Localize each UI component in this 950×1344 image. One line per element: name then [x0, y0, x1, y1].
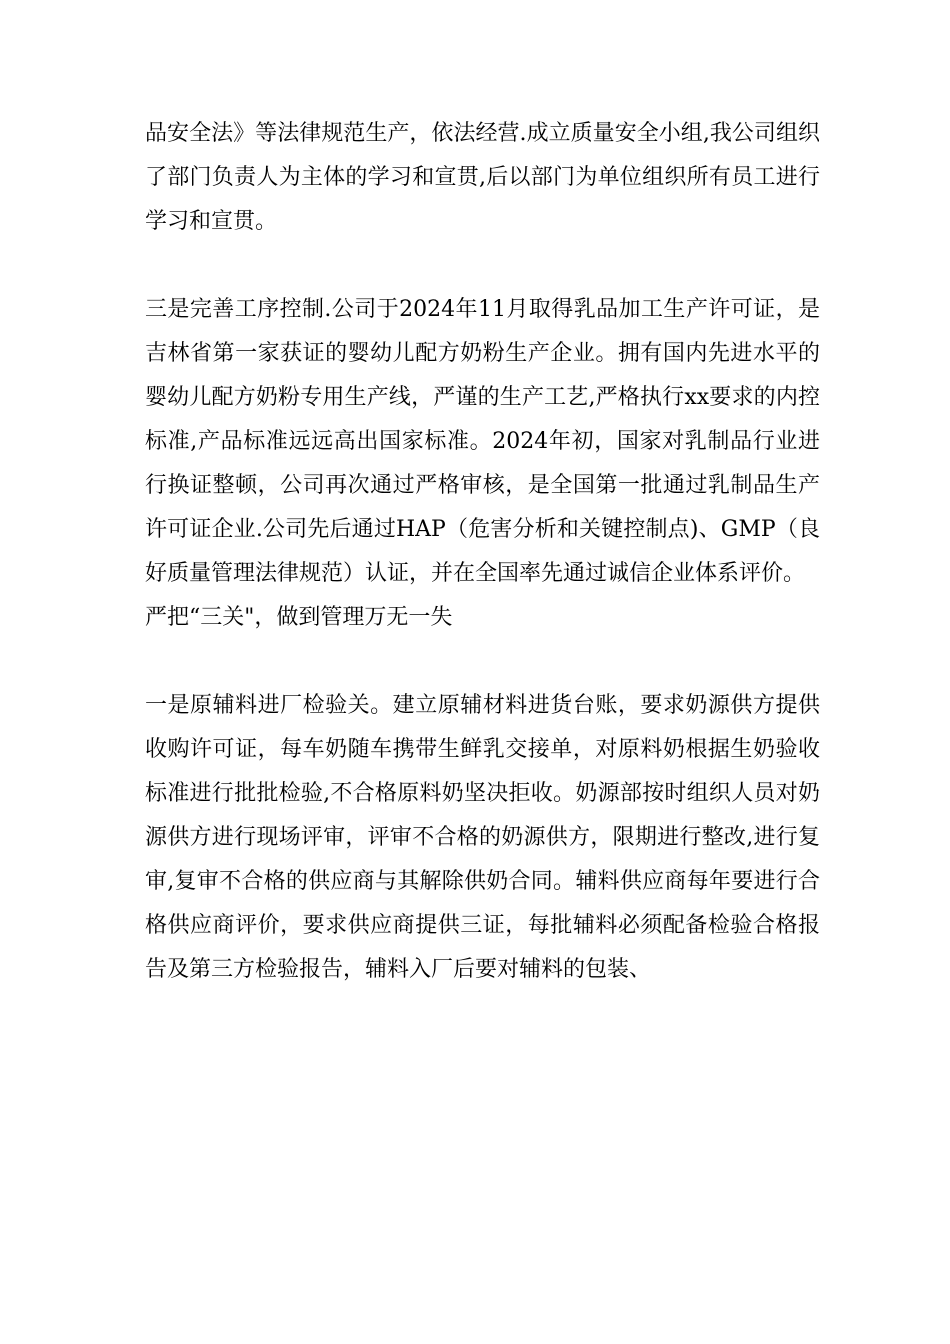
section-heading-three-checks: 严把“三关"，做到管理万无一失	[145, 605, 453, 630]
paragraph-raw-material-inspection: 一是原辅料进厂检验关。建立原辅材料进货台账，要求奶源供方提供收购许可证，每车奶随车携带生鲜乳交接单，对原料奶根据生奶验收标准进行批批检验,不合格原料奶坚决拒收。奶源部按时组织人员对奶源供方进行现场评审，评审不合格的奶源供方，限期进行整改,进行复审,复审不合格的供应商与其解除供奶合同。辅料供应商每年要进行合格供应商评价，要求供应商提供三证，每批辅料必须配备检验合格报告及第三方检验报告，辅料入厂后要对辅料的包装、	[145, 693, 820, 982]
paragraph-process-control: 三是完善工序控制.公司于2024年11月取得乳品加工生产许可证，是吉林省第一家获证的婴幼儿配方奶粉生产企业。拥有国内先进水平的婴幼儿配方奶粉专用生产线，严谨的生产工艺,严格执行xx要求的内控标准,产品标准远远高出国家标准。2024年初，国家对乳制品行业进行换证整顿，公司再次通过严格审核，是全国第一批通过乳制品生产许可证企业.公司先后通过HAP（危害分析和关键控制点)、GMP（良好质量管理法律规范）认证，并在全国率先通过诚信企业体系评价。	[145, 297, 820, 586]
paragraph-food-safety-law: 品安全法》等法律规范生产，依法经营.成立质量安全小组,我公司组织了部门负责人为主体的学习和宣贯,后以部门为单位组织所有员工进行学习和宣贯。	[145, 121, 820, 234]
document-body	[145, 112, 820, 992]
